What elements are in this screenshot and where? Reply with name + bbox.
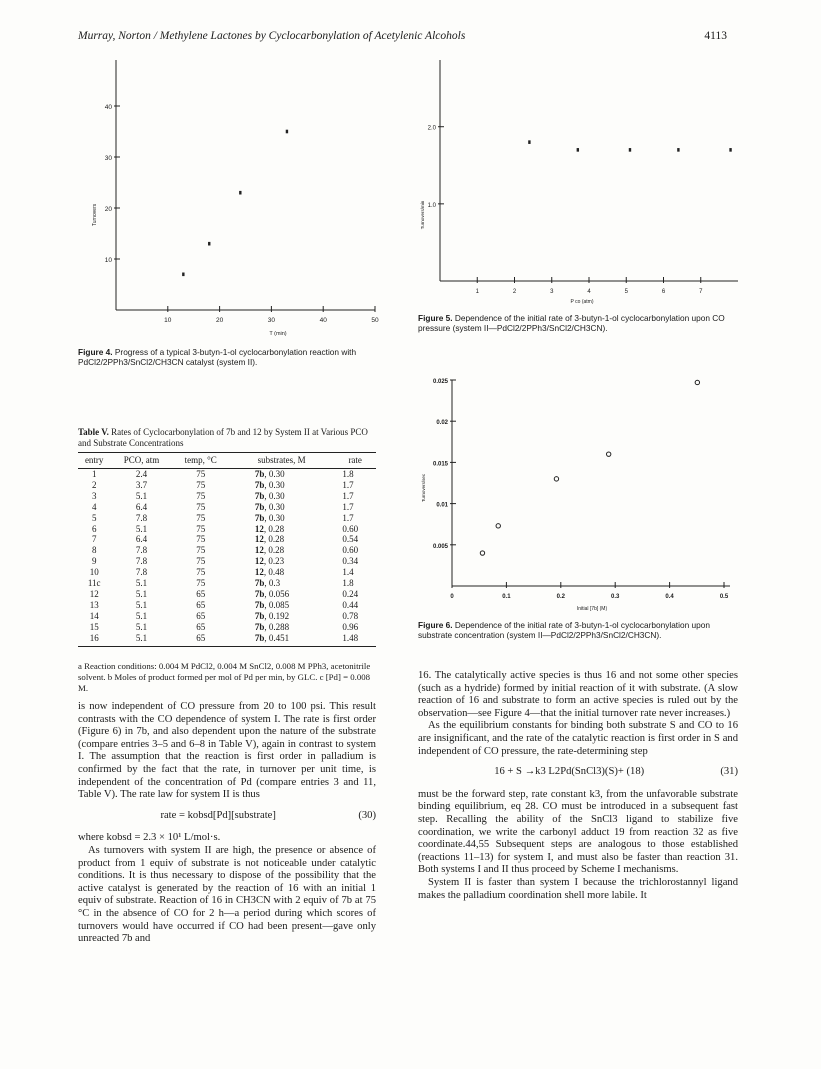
temp-cell: 75 — [196, 523, 206, 534]
entry-cell: 5 — [91, 512, 97, 523]
table-5-title — [78, 427, 378, 449]
pco-cell: 7.8 — [135, 567, 148, 578]
substrate-cell — [229, 622, 335, 633]
substrate-compound: 7b — [254, 512, 265, 523]
data-point — [577, 148, 579, 152]
pco-cell: 5.1 — [135, 588, 148, 599]
table-row — [78, 491, 376, 502]
substrate-cell — [229, 545, 335, 556]
substrate-cell — [229, 480, 335, 491]
y-tick-label: 30 — [104, 155, 112, 162]
table-row — [78, 545, 376, 556]
substrate-cell — [229, 491, 335, 502]
substrate-concentration: , 0.28 — [263, 523, 285, 534]
right-paragraph-4: System II is faster than system I because the trichlorostannyl ligand makes the palladium coordination shell more labile. It — [418, 876, 738, 901]
substrate-concentration: , 0.288 — [264, 621, 290, 632]
substrate-compound: 7b — [254, 578, 265, 589]
figure-6-caption — [418, 620, 743, 640]
table-row — [78, 524, 376, 535]
running-header-title: Murray, Norton / Methylene Lactones by Cyclocarbonylation of Acetylenic Alcohols — [78, 30, 466, 42]
left-column-text — [78, 701, 376, 946]
substrate-cell — [229, 502, 335, 513]
figure-4-chart — [78, 55, 398, 345]
y-tick-label: 0.02 — [436, 420, 448, 427]
y-tick-label: 0.01 — [436, 502, 448, 509]
entry-cell: 8 — [91, 545, 97, 556]
pco-cell: 7.8 — [135, 545, 148, 556]
figure-5-caption-text: Dependence of the initial rate of 3-butyn-1-ol cyclocarbonylation upon CO pressure (system II—PdCl2/2PPh3/SnCl2/CH3CN). — [418, 313, 725, 333]
data-point — [182, 273, 184, 277]
x-tick-label: 30 — [267, 317, 276, 324]
substrate-concentration: , 0.085 — [264, 599, 290, 610]
substrate-concentration: , 0.192 — [264, 610, 290, 621]
table-row — [78, 556, 376, 567]
table-row — [78, 589, 376, 600]
page-number: 4113 — [704, 30, 727, 42]
pco-cell: 6.4 — [135, 534, 148, 545]
substrate-cell — [229, 513, 335, 524]
temp-cell: 65 — [196, 588, 206, 599]
rate-cell: 1.7 — [342, 501, 354, 512]
temp-cell: 65 — [196, 621, 206, 632]
data-point — [286, 130, 288, 134]
equation-31 — [418, 766, 738, 779]
x-tick-label: 0.4 — [665, 594, 674, 600]
entry-cell: 6 — [91, 523, 97, 534]
pco-cell: 2.4 — [135, 469, 148, 479]
pco-cell: 7.8 — [135, 512, 148, 523]
data-point — [239, 191, 241, 195]
entry-cell: 1 — [91, 469, 97, 479]
entry-cell: 10 — [89, 567, 99, 578]
x-tick-label: 2 — [512, 289, 517, 295]
figure-5-chart — [412, 55, 752, 310]
figure-4-caption — [78, 347, 378, 367]
equation-30 — [78, 810, 376, 823]
pco-cell: 5.1 — [135, 578, 148, 589]
rate-cell: 1.7 — [342, 490, 354, 501]
temp-cell: 75 — [196, 512, 206, 523]
temp-cell: 65 — [173, 633, 229, 646]
table-row — [78, 578, 376, 589]
figure-4-caption-label: Figure 4. — [78, 347, 113, 357]
temp-cell: 75 — [196, 501, 206, 512]
temp-cell: 75 — [196, 479, 206, 490]
figure-5-caption-label: Figure 5. — [418, 313, 453, 323]
pco-cell: 7.8 — [135, 556, 148, 567]
substrate-compound: 7b — [254, 610, 265, 621]
substrate-compound: 7b — [254, 621, 265, 632]
data-point — [729, 148, 731, 152]
left-paragraph-3: As turnovers with system II are high, the presence or absence of product from 1 equiv of substrate is not noticeable under catalytic conditions. It is thus necessary to dispose of the possibility that the active catalyst is generated by the reaction of 16 with an initial 1 equiv of substrate. Reaction of 16 in CH3CN with 2 equiv of 7b at 75 °C in the absence of CO for 2 h—a period during which scores of turnovers would have occurred if CO had been present—gave only unreacted 7b and — [78, 844, 376, 945]
right-column-text — [418, 670, 738, 902]
equation-31-body: 16 + S →k3 L2Pd(SnCl3)(S)+ (18) — [494, 766, 645, 778]
x-tick-label: 5 — [624, 289, 628, 295]
data-point — [528, 140, 530, 144]
data-point — [480, 551, 484, 555]
temp-cell: 75 — [196, 469, 206, 479]
table-row — [78, 600, 376, 611]
substrate-concentration: , 0.3 — [264, 578, 281, 589]
substrate-concentration: , 0.30 — [264, 490, 285, 501]
figure-5-caption — [418, 313, 743, 333]
figure-4-caption-text: Progress of a typical 3-butyn-1-ol cyclocarbonylation reaction with PdCl2/2PPh3/SnCl2/CH3CN catalyst (system II). — [78, 347, 357, 367]
x-tick-label: 0.3 — [611, 594, 620, 600]
table-row — [78, 633, 376, 646]
x-axis-label: P co (atm) — [570, 299, 594, 305]
substrate-compound: 12 — [254, 567, 264, 578]
y-tick-label: 10 — [104, 257, 112, 264]
equation-30-body: rate = kobsd[Pd][substrate] — [160, 809, 276, 821]
y-tick-label: 0.015 — [432, 461, 448, 468]
pco-cell: 5.1 — [135, 610, 148, 621]
pco-cell: 5.1 — [135, 599, 148, 610]
pco-cell: 5.1 — [135, 523, 148, 534]
left-paragraph-2: where kobsd = 2.3 × 10¹ L/mol·s. — [78, 832, 221, 844]
entry-cell: 16 — [78, 633, 110, 646]
entry-cell: 12 — [89, 588, 99, 599]
data-point — [208, 242, 210, 246]
x-tick-label: 6 — [661, 289, 666, 295]
left-paragraph-1: is now independent of CO pressure from 20 to 100 psi. This result contrasts with the CO dependence of system I. The rate is first order (Figure 6) in 7b, and also dependent upon the nature of the substrate (compare entries 3–5 and 6–8 in Table V), again in contrast to system I. The assumption that the reaction is first order in palladium is confirmed by the fact that the rate, in turnover per unit time, is independent of the concentration of Pd (compare entries 3 and 11, Table V). The rate law for system II is thus — [78, 701, 376, 801]
rate-cell: 0.60 — [342, 545, 359, 556]
temp-cell: 75 — [196, 556, 206, 567]
pco-cell: 3.7 — [135, 479, 148, 490]
temp-cell: 65 — [196, 610, 206, 621]
table-row — [78, 534, 376, 545]
substrate-concentration: , 0.28 — [263, 545, 285, 556]
substrate-concentration: , 0.30 — [264, 479, 285, 490]
x-tick-label: 0.1 — [502, 594, 511, 600]
x-tick-label: 3 — [550, 289, 554, 295]
substrate-compound: 7b — [254, 588, 265, 599]
entry-cell: 2 — [91, 479, 97, 490]
pco-cell: 5.1 — [135, 490, 148, 501]
substrate-compound: 12 — [254, 545, 264, 556]
table-5-footnote: a Reaction conditions: 0.004 M PdCl2, 0.004 M SnCl2, 0.008 M PPh3, acetonitrile solvent. b Moles of product formed per mol of Pd per min, by GLC. c [Pd] = 0.008 M. — [78, 661, 371, 693]
table-row — [78, 480, 376, 491]
substrate-compound: 12 — [254, 534, 264, 545]
temp-cell: 75 — [196, 534, 206, 545]
x-tick-label: 0 — [450, 594, 454, 600]
figure-6-caption-label: Figure 6. — [418, 620, 453, 630]
table-header-cell: rate — [334, 453, 376, 469]
substrate-compound: 7b — [254, 501, 265, 512]
equation-31-number: (31) — [720, 766, 738, 778]
substrate-cell — [229, 556, 335, 567]
rate-cell: 1.48 — [334, 633, 376, 646]
substrate-compound: 7b — [254, 479, 265, 490]
rate-cell: 0.60 — [342, 523, 359, 534]
x-tick-label: 1 — [475, 289, 479, 295]
substrate-concentration: , 0.30 — [264, 512, 285, 523]
rate-cell: 0.44 — [342, 599, 359, 610]
entry-cell: 7 — [91, 534, 97, 545]
substrate-concentration: , 0.056 — [264, 588, 290, 599]
x-tick-label: 40 — [319, 317, 327, 324]
data-point — [695, 380, 699, 384]
entry-cell: 3 — [91, 490, 97, 501]
table-5-title-text: Rates of Cyclocarbonylation of 7b and 12 by System II at Various PCO and Substrate Concentrations — [78, 427, 368, 448]
substrate-compound: 7b — [254, 632, 265, 643]
right-paragraph-3: must be the forward step, rate constant k3, from the unfavorable substrate binding equilibrium, eq 28. CO must be introduced in a subsequent fast step. Recalling the ability of the SnCl3 ligand to stabilize five coordination, we write the carbonyl adduct 19 from reaction 32 as five coordinate.44,55 Subsequent steps are analogous to those established (reactions 11–13) for system I, and must also be faster than reaction 31. Both systems I and II thus proceed by Scheme I mechanisms. — [418, 788, 738, 876]
substrate-cell — [229, 589, 335, 600]
substrate-cell — [229, 633, 335, 646]
entry-cell: 15 — [89, 621, 99, 632]
entry-cell: 9 — [91, 556, 97, 567]
table-header-cell: PCO, atm — [110, 453, 172, 469]
data-point — [629, 148, 631, 152]
right-paragraph-2: As the equilibrium constants for binding both substrate S and CO to 16 are insignificant, and the rate of the catalytic reaction is first order in S and independent of CO pressure, the rate-determining step — [418, 720, 738, 757]
substrate-cell — [229, 600, 335, 611]
substrate-compound: 12 — [254, 556, 264, 567]
y-axis-label: Turnovers/sec — [421, 473, 426, 503]
temp-cell: 65 — [196, 599, 206, 610]
table-row — [78, 502, 376, 513]
substrate-compound: 7b — [254, 490, 265, 501]
pco-cell: 6.4 — [135, 501, 148, 512]
substrate-concentration: , 0.30 — [264, 501, 285, 512]
rate-cell: 0.34 — [342, 556, 359, 567]
substrate-compound: 7b — [254, 469, 265, 479]
rate-cell: 0.78 — [342, 610, 359, 621]
rate-cell: 1.8 — [342, 578, 354, 589]
x-axis-label: Initial [7b] (M) — [576, 606, 608, 612]
entry-cell: 13 — [89, 599, 99, 610]
table-row — [78, 469, 376, 480]
right-paragraph-1: 16. The catalytically active species is thus 16 and not some other species (such as a hydride) formed by initial reaction of it with substrate. (A slow reaction of 16 and substrate to form an active species is ruled out by the observation—see Figure 4—that the initial turnover rate never increases.) — [418, 670, 738, 719]
table-5 — [78, 452, 376, 647]
y-tick-label: 40 — [104, 104, 112, 111]
rate-cell: 1.7 — [342, 479, 354, 490]
table-row — [78, 567, 376, 578]
y-tick-label: 1.0 — [427, 202, 436, 209]
x-tick-label: 0.2 — [556, 594, 565, 600]
rate-cell: 0.96 — [342, 621, 359, 632]
substrate-concentration: , 0.23 — [263, 556, 285, 567]
rate-cell: 1.7 — [342, 512, 354, 523]
x-tick-label: 50 — [371, 317, 379, 324]
temp-cell: 75 — [196, 578, 206, 589]
substrate-compound: 12 — [254, 523, 264, 534]
data-point — [496, 524, 500, 528]
entry-cell: 14 — [89, 610, 99, 621]
x-tick-label: 20 — [215, 317, 224, 324]
substrate-cell — [229, 611, 335, 622]
rate-cell: 1.8 — [342, 469, 354, 479]
y-tick-label: 0.005 — [432, 543, 448, 550]
substrate-compound: 7b — [254, 599, 265, 610]
table-row — [78, 611, 376, 622]
table-row — [78, 622, 376, 633]
y-axis-label: Turnovers/min — [420, 200, 425, 230]
figure-6-caption-text: Dependence of the initial rate of 3-butyn-1-ol cyclocarbonylation upon substrate concentration (system II—PdCl2/2PPh3/SnCl2/CH3CN). — [418, 620, 710, 640]
temp-cell: 75 — [196, 567, 206, 578]
table-5-label: Table V. — [78, 427, 109, 437]
temp-cell: 75 — [196, 490, 206, 501]
table-header-cell: temp, °C — [173, 453, 229, 469]
rate-cell: 0.24 — [342, 588, 359, 599]
equation-30-number: (30) — [358, 809, 376, 821]
entry-cell: 11c — [87, 578, 101, 589]
table-header-cell: entry — [78, 453, 110, 469]
x-tick-label: 7 — [699, 289, 703, 295]
pco-cell: 5.1 — [110, 633, 172, 646]
data-point — [554, 477, 558, 481]
data-point — [606, 452, 610, 456]
substrate-cell — [229, 524, 335, 535]
temp-cell: 75 — [196, 545, 206, 556]
data-point — [677, 148, 679, 152]
substrate-cell — [229, 534, 335, 545]
x-tick-label: 4 — [587, 289, 591, 295]
substrate-concentration: , 0.28 — [263, 534, 285, 545]
y-tick-label: 2.0 — [427, 125, 436, 132]
table-header-cell: substrates, M — [229, 453, 335, 469]
y-tick-label: 0.025 — [432, 379, 448, 385]
table-row — [78, 513, 376, 524]
substrate-cell — [229, 469, 335, 480]
y-tick-label: 20 — [104, 206, 112, 213]
x-axis-label: T (min) — [269, 331, 287, 337]
pco-cell: 5.1 — [135, 621, 148, 632]
substrate-cell — [229, 567, 335, 578]
rate-cell: 0.54 — [342, 534, 359, 545]
x-tick-label: 0.5 — [719, 594, 729, 600]
entry-cell: 4 — [91, 501, 97, 512]
figure-6-chart — [412, 370, 752, 618]
substrate-cell — [229, 578, 335, 589]
x-tick-label: 10 — [164, 317, 172, 324]
y-axis-label: Turnovers — [92, 203, 98, 227]
substrate-concentration: , 0.451 — [264, 632, 290, 643]
rate-cell: 1.4 — [342, 567, 354, 578]
substrate-concentration: , 0.30 — [264, 469, 285, 479]
substrate-concentration: , 0.48 — [263, 567, 285, 578]
